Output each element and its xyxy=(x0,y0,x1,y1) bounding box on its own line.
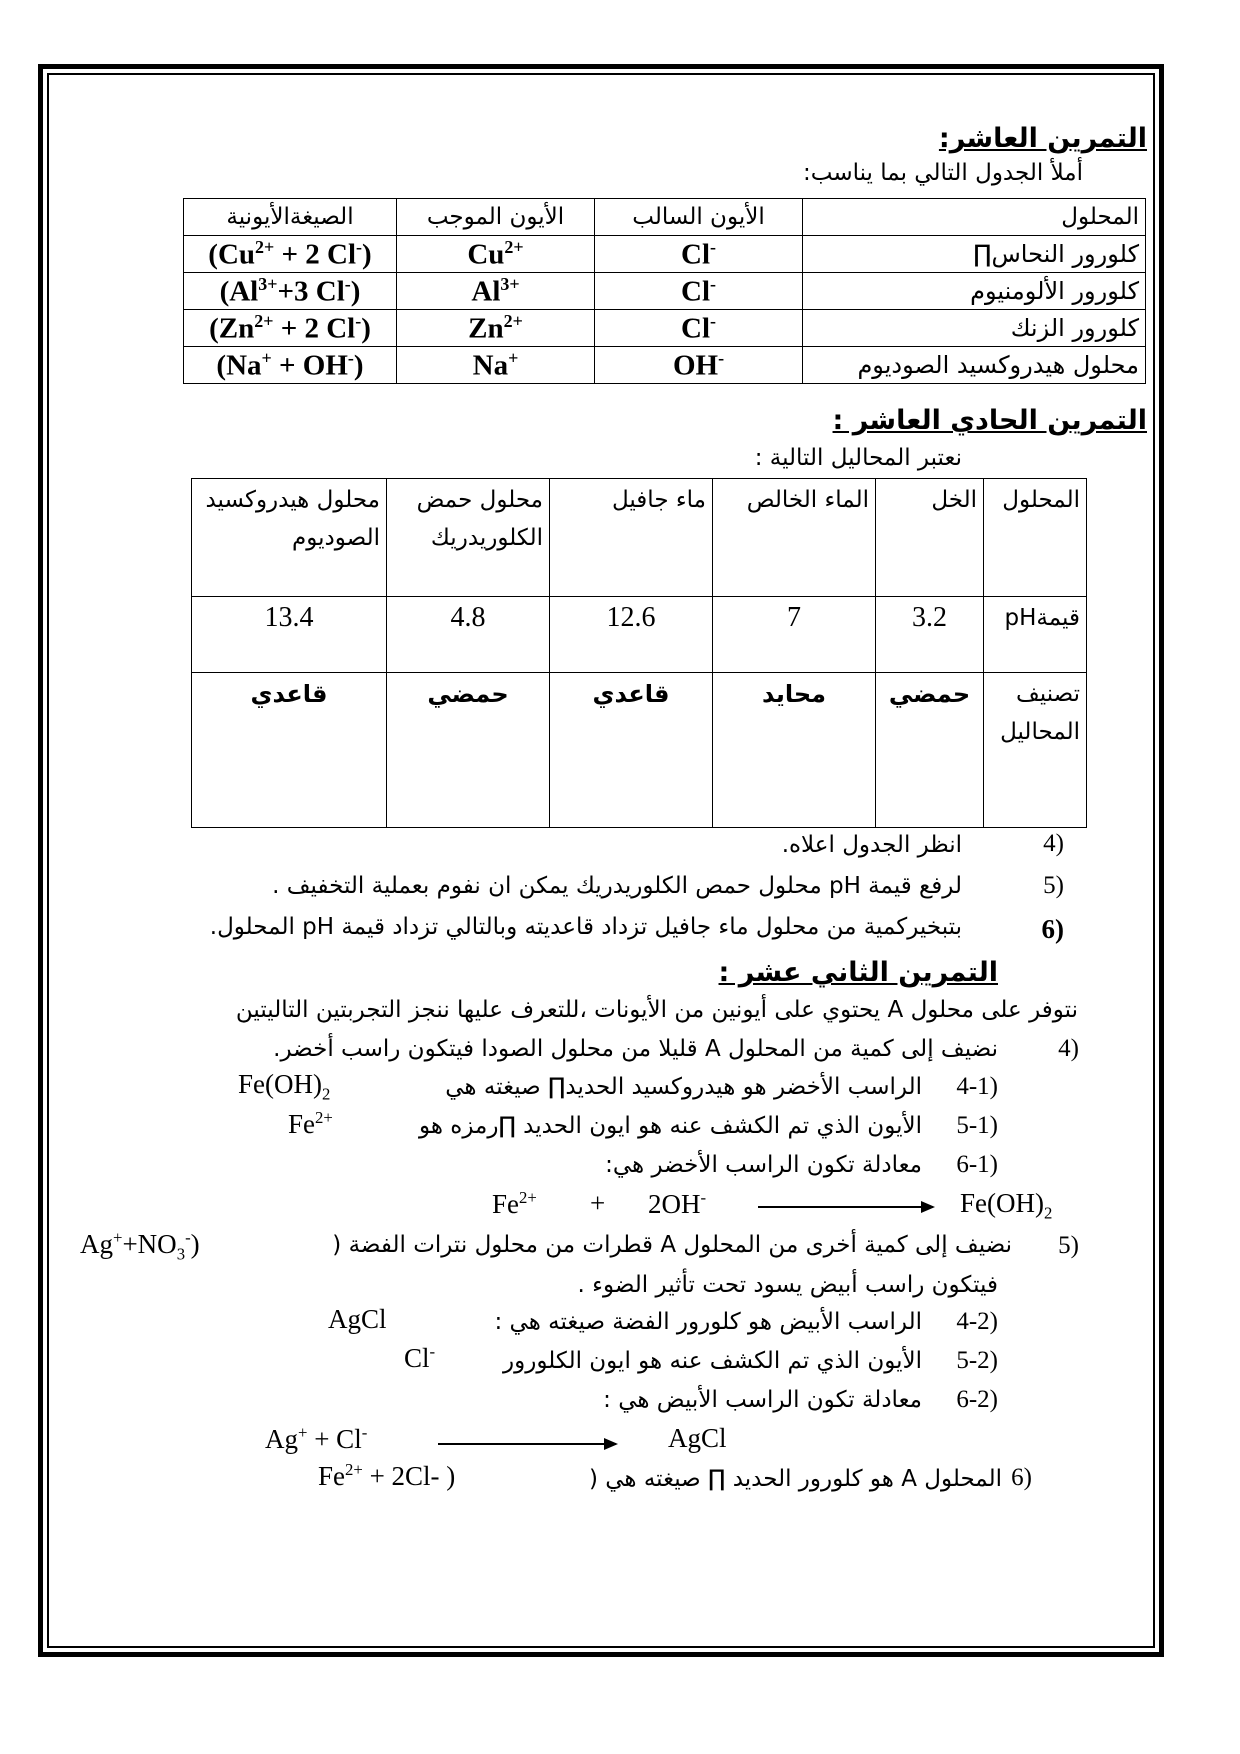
ex11-answer-5: لرفع قيمة pH محلول حمص الكلوريدريك يمكن ان نفوم بعملية التخفيف . xyxy=(272,873,962,899)
ex11-col-header: المحلول xyxy=(984,479,1087,597)
eq1-plus: + xyxy=(590,1188,606,1218)
anion-cell: Cl- xyxy=(595,310,803,347)
q6-1-num: 6-1) xyxy=(956,1151,998,1178)
solution-header: الخل xyxy=(876,479,984,597)
solution-header: محلول حمض الكلوريدريك xyxy=(387,479,550,597)
formula-cell: (Na+ + OH-) xyxy=(184,347,397,384)
table-row xyxy=(184,310,1146,347)
eq1-product: $Fe(OH)_2$ xyxy=(960,1188,1053,1223)
class-value: قاعدي xyxy=(192,673,387,828)
ph-value: 7 xyxy=(713,597,876,673)
q5-1-text: الأيون الذي تم الكشف عنه هو ايون الحديد ∏رمزه هو xyxy=(418,1113,922,1139)
cation-cell: $Cu^{2+}$ xyxy=(397,236,595,273)
ex11-class-row xyxy=(192,673,1087,828)
solution-header: محلول هيدروكسيد الصوديوم xyxy=(192,479,387,597)
class-value: حمضي xyxy=(387,673,550,828)
ex12-title: التمرين الثاني عشر : xyxy=(718,957,998,988)
eq1-arrow-icon xyxy=(758,1206,933,1208)
q4-1-num: 4-1) xyxy=(956,1073,998,1100)
class-value: قاعدي xyxy=(550,673,713,828)
ex11-header-row xyxy=(192,479,1087,597)
ex11-answer-5-num: 5) xyxy=(1043,872,1064,899)
q5-1-num: 5-1) xyxy=(956,1112,998,1139)
q4-2-num: 4-2) xyxy=(956,1308,998,1335)
anion-cell: OH- xyxy=(595,347,803,384)
ph-row-label: قيمةpH xyxy=(984,597,1087,673)
ph-value: 4.8 xyxy=(387,597,550,673)
cation-cell: $Al^{3+}$ xyxy=(397,273,595,310)
formula-cell: ($Cu^{2+} + 2$ Cl-) xyxy=(184,236,397,273)
eq1-reactant-1: $Fe^{2+}$ xyxy=(492,1188,537,1219)
solution-header: الماء الخالص xyxy=(713,479,876,597)
formula-cell: ($Al^{3+}+3$ Cl-) xyxy=(184,273,397,310)
ex10-header-formula: الصيغةالأيونية xyxy=(184,199,397,236)
q5-2-text: الأيون الذي تم الكشف عنه هو ايون الكلورور xyxy=(503,1348,922,1374)
solution-name: كلورور الزنك xyxy=(803,310,1146,347)
q6-2-text: معادلة تكون الراسب الأبيض هي : xyxy=(603,1387,922,1413)
q4-text: نضيف إلى كمية من المحلول A قليلا من محلول الصودا فيتكون راسب أخضر. xyxy=(273,1036,998,1062)
q4-1-text: الراسب الأخضر هو هيدروكسيد الحديد∏ صيغته هي xyxy=(445,1074,922,1100)
ex11-answer-6: بتبخيركمية من محلول ماء جافيل تزداد قاعديته وبالتالي تزداد قيمة pH المحلول. xyxy=(209,914,962,940)
q5-text: نضيف إلى كمية أخرى من المحلول A قطرات من محلول نترات الفضة ( xyxy=(332,1232,1012,1258)
ex10-header-cation: الأيون الموجب xyxy=(397,199,595,236)
ex10-header-solution: المحلول xyxy=(803,199,1146,236)
q5-num: 5) xyxy=(1058,1232,1079,1259)
q4-2-text: الراسب الأبيض هو كلورور الفضة صيغته هي : xyxy=(494,1309,922,1335)
q4-2-formula: AgCl xyxy=(328,1304,387,1334)
solution-name: كلورور الألومنيوم xyxy=(803,273,1146,310)
ex11-answer-4: انظر الجدول اعلاه. xyxy=(781,832,962,858)
q6-1-text: معادلة تكون الراسب الأخضر هي: xyxy=(605,1152,922,1178)
anion-cell: Cl- xyxy=(595,273,803,310)
solution-name: كلورور النحاس∏ xyxy=(803,236,1146,273)
q5-2-formula: Cl- xyxy=(404,1342,436,1373)
table-row xyxy=(184,273,1146,310)
q5-2-num: 5-2) xyxy=(956,1347,998,1374)
q6-num: 6) xyxy=(1011,1464,1032,1491)
eq2-reactants: Ag+ + Cl- xyxy=(265,1423,368,1454)
ex11-intro: نعتبر المحاليل التالية : xyxy=(754,445,962,471)
table-row xyxy=(184,347,1146,384)
eq1-reactant-2: 2OH- xyxy=(648,1188,707,1219)
class-value: محايد xyxy=(713,673,876,828)
ex10-table xyxy=(183,198,1146,384)
solution-name: محلول هيدروكسيد الصوديوم xyxy=(803,347,1146,384)
table-row xyxy=(184,236,1146,273)
solution-header: ماء جافيل xyxy=(550,479,713,597)
class-row-label: تصنيف المحاليل xyxy=(984,673,1087,828)
ex11-table xyxy=(191,478,1087,828)
q6-formula: $Fe^{2+} + 2Cl-$ ) xyxy=(318,1460,456,1491)
q5-1-formula: $Fe^{2+}$ xyxy=(288,1108,333,1139)
eq2-arrow-icon xyxy=(438,1443,616,1445)
cation-cell: Na+ xyxy=(397,347,595,384)
q6-2-num: 6-2) xyxy=(956,1386,998,1413)
ph-value: 12.6 xyxy=(550,597,713,673)
anion-cell: Cl- xyxy=(595,236,803,273)
ex10-title: التمرين العاشر: xyxy=(938,123,1147,154)
eq2-product: AgCl xyxy=(668,1423,727,1453)
q4-1-formula: $Fe(OH)_2$ xyxy=(238,1069,331,1104)
ex10-header-anion: الأيون السالب xyxy=(595,199,803,236)
q5-formula: $Ag^++NO_3^-$) xyxy=(80,1228,200,1264)
ex11-answer-6-num: 6) xyxy=(1041,914,1064,944)
ex10-instruction: أملأ الجدول التالي بما يناسب: xyxy=(803,160,1083,186)
ex11-title: التمرين الحادي العاشر : xyxy=(832,405,1147,436)
q4-num: 4) xyxy=(1058,1035,1079,1062)
ph-value: 3.2 xyxy=(876,597,984,673)
ex11-ph-row xyxy=(192,597,1087,673)
cation-cell: $Zn^{2+}$ xyxy=(397,310,595,347)
q5-line-2: فيتكون راسب أبيض يسود تحت تأثير الضوء . xyxy=(577,1272,998,1298)
class-value: حمضي xyxy=(876,673,984,828)
ph-value: 13.4 xyxy=(192,597,387,673)
ex11-answer-4-num: 4) xyxy=(1043,830,1064,857)
formula-cell: ($Zn^{2+} + 2$ Cl-) xyxy=(184,310,397,347)
ex10-header-row xyxy=(184,199,1146,236)
q6-text: المحلول A هو كلورور الحديد ∏ صيغته هي ( xyxy=(588,1466,1002,1492)
ex12-intro: نتوفر على محلول A يحتوي على أيونين من الأيونات ،للتعرف عليها ننجز التجربتين التاليتين xyxy=(235,997,1078,1023)
